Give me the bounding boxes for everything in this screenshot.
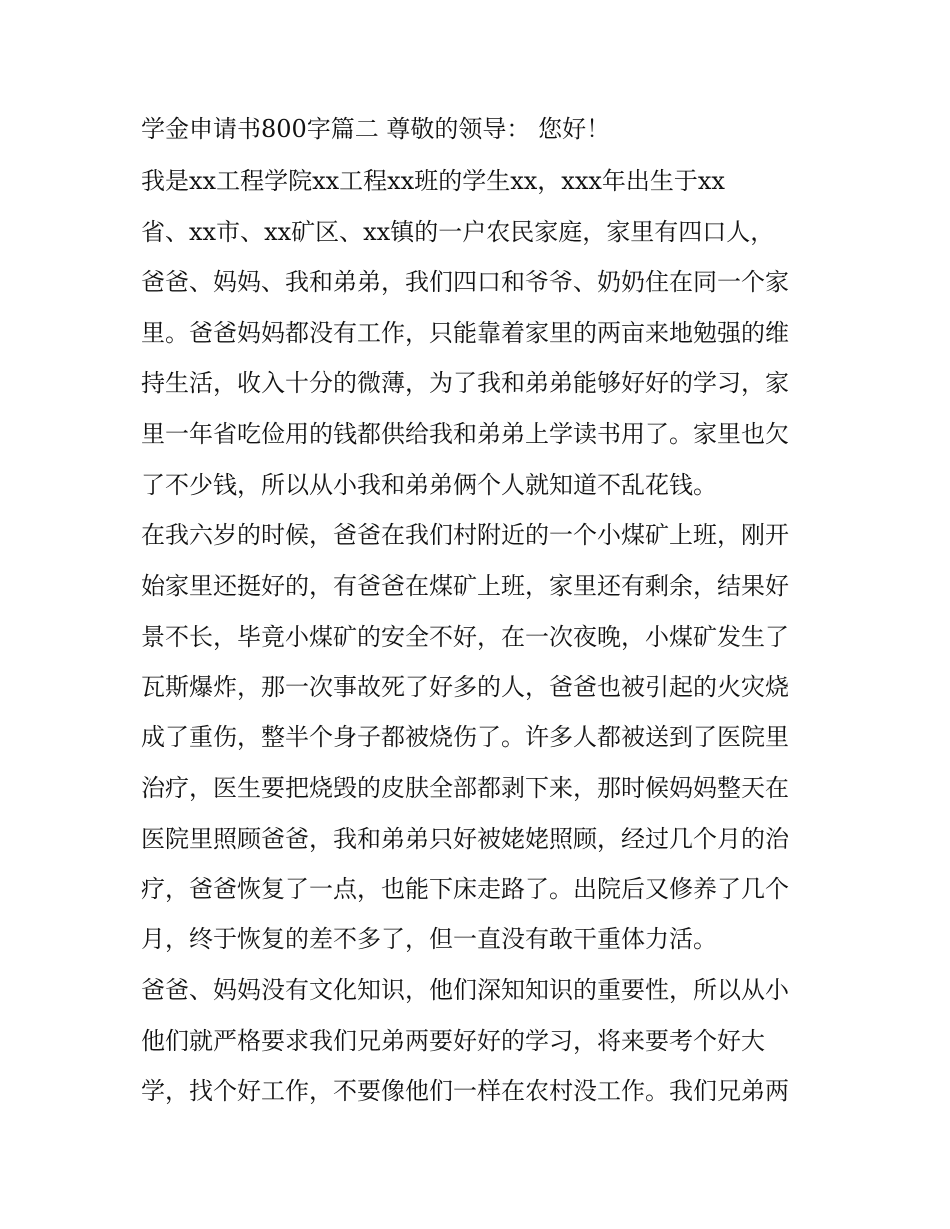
text-line: 省、xx市、xx矿区、xx镇的一户农民家庭，家里有四口人， bbox=[141, 218, 775, 246]
text-line: 里。爸爸妈妈都没有工作，只能靠着家里的两亩来地勉强的维 bbox=[141, 319, 789, 347]
text-line: 里一年省吃俭用的钱都供给我和弟弟上学读书用了。家里也欠 bbox=[141, 420, 789, 448]
text-line: 爸爸、妈妈没有文化知识，他们深知知识的重要性，所以从小 bbox=[141, 976, 789, 1004]
text-line: 治疗，医生要把烧毁的皮肤全部都剥下来，那时候妈妈整天在 bbox=[141, 774, 789, 802]
text-line: 学，找个好工作，不要像他们一样在农村没工作。我们兄弟两 bbox=[141, 1077, 789, 1105]
text-line: 景不长，毕竟小煤矿的安全不好，在一次夜晚，小煤矿发生了 bbox=[141, 623, 789, 651]
text-line: 成了重伤，整半个身子都被烧伤了。许多人都被送到了医院里 bbox=[141, 723, 789, 751]
text-line: 瓦斯爆炸，那一次事故死了好多的人，爸爸也被引起的火灾烧 bbox=[141, 673, 789, 701]
text-line: 他们就严格要求我们兄弟两要好好的学习，将来要考个好大 bbox=[141, 1027, 765, 1055]
text-line: 医院里照顾爸爸，我和弟弟只好被姥姥照顾，经过几个月的治 bbox=[141, 825, 789, 853]
text-line: 爸爸、妈妈、我和弟弟，我们四口和爷爷、奶奶住在同一个家 bbox=[141, 268, 789, 296]
text-line-title: 学金申请书800字篇二 尊敬的领导： 您好！ bbox=[141, 115, 611, 143]
text-line: 我是xx工程学院xx工程xx班的学生xx，xxx年出生于xx bbox=[141, 167, 725, 195]
text-line: 始家里还挺好的，有爸爸在煤矿上班，家里还有剩余，结果好 bbox=[141, 572, 789, 600]
text-line: 了不少钱，所以从小我和弟弟俩个人就知道不乱花钱。 bbox=[141, 471, 717, 499]
text-line: 在我六岁的时候，爸爸在我们村附近的一个小煤矿上班，刚开 bbox=[141, 521, 789, 549]
text-line: 月，终于恢复的差不多了，但一直没有敢干重体力活。 bbox=[141, 925, 717, 953]
text-line: 持生活，收入十分的微薄，为了我和弟弟能够好好的学习，家 bbox=[141, 369, 789, 397]
text-line: 疗，爸爸恢复了一点，也能下床走路了。出院后又修养了几个 bbox=[141, 875, 789, 903]
